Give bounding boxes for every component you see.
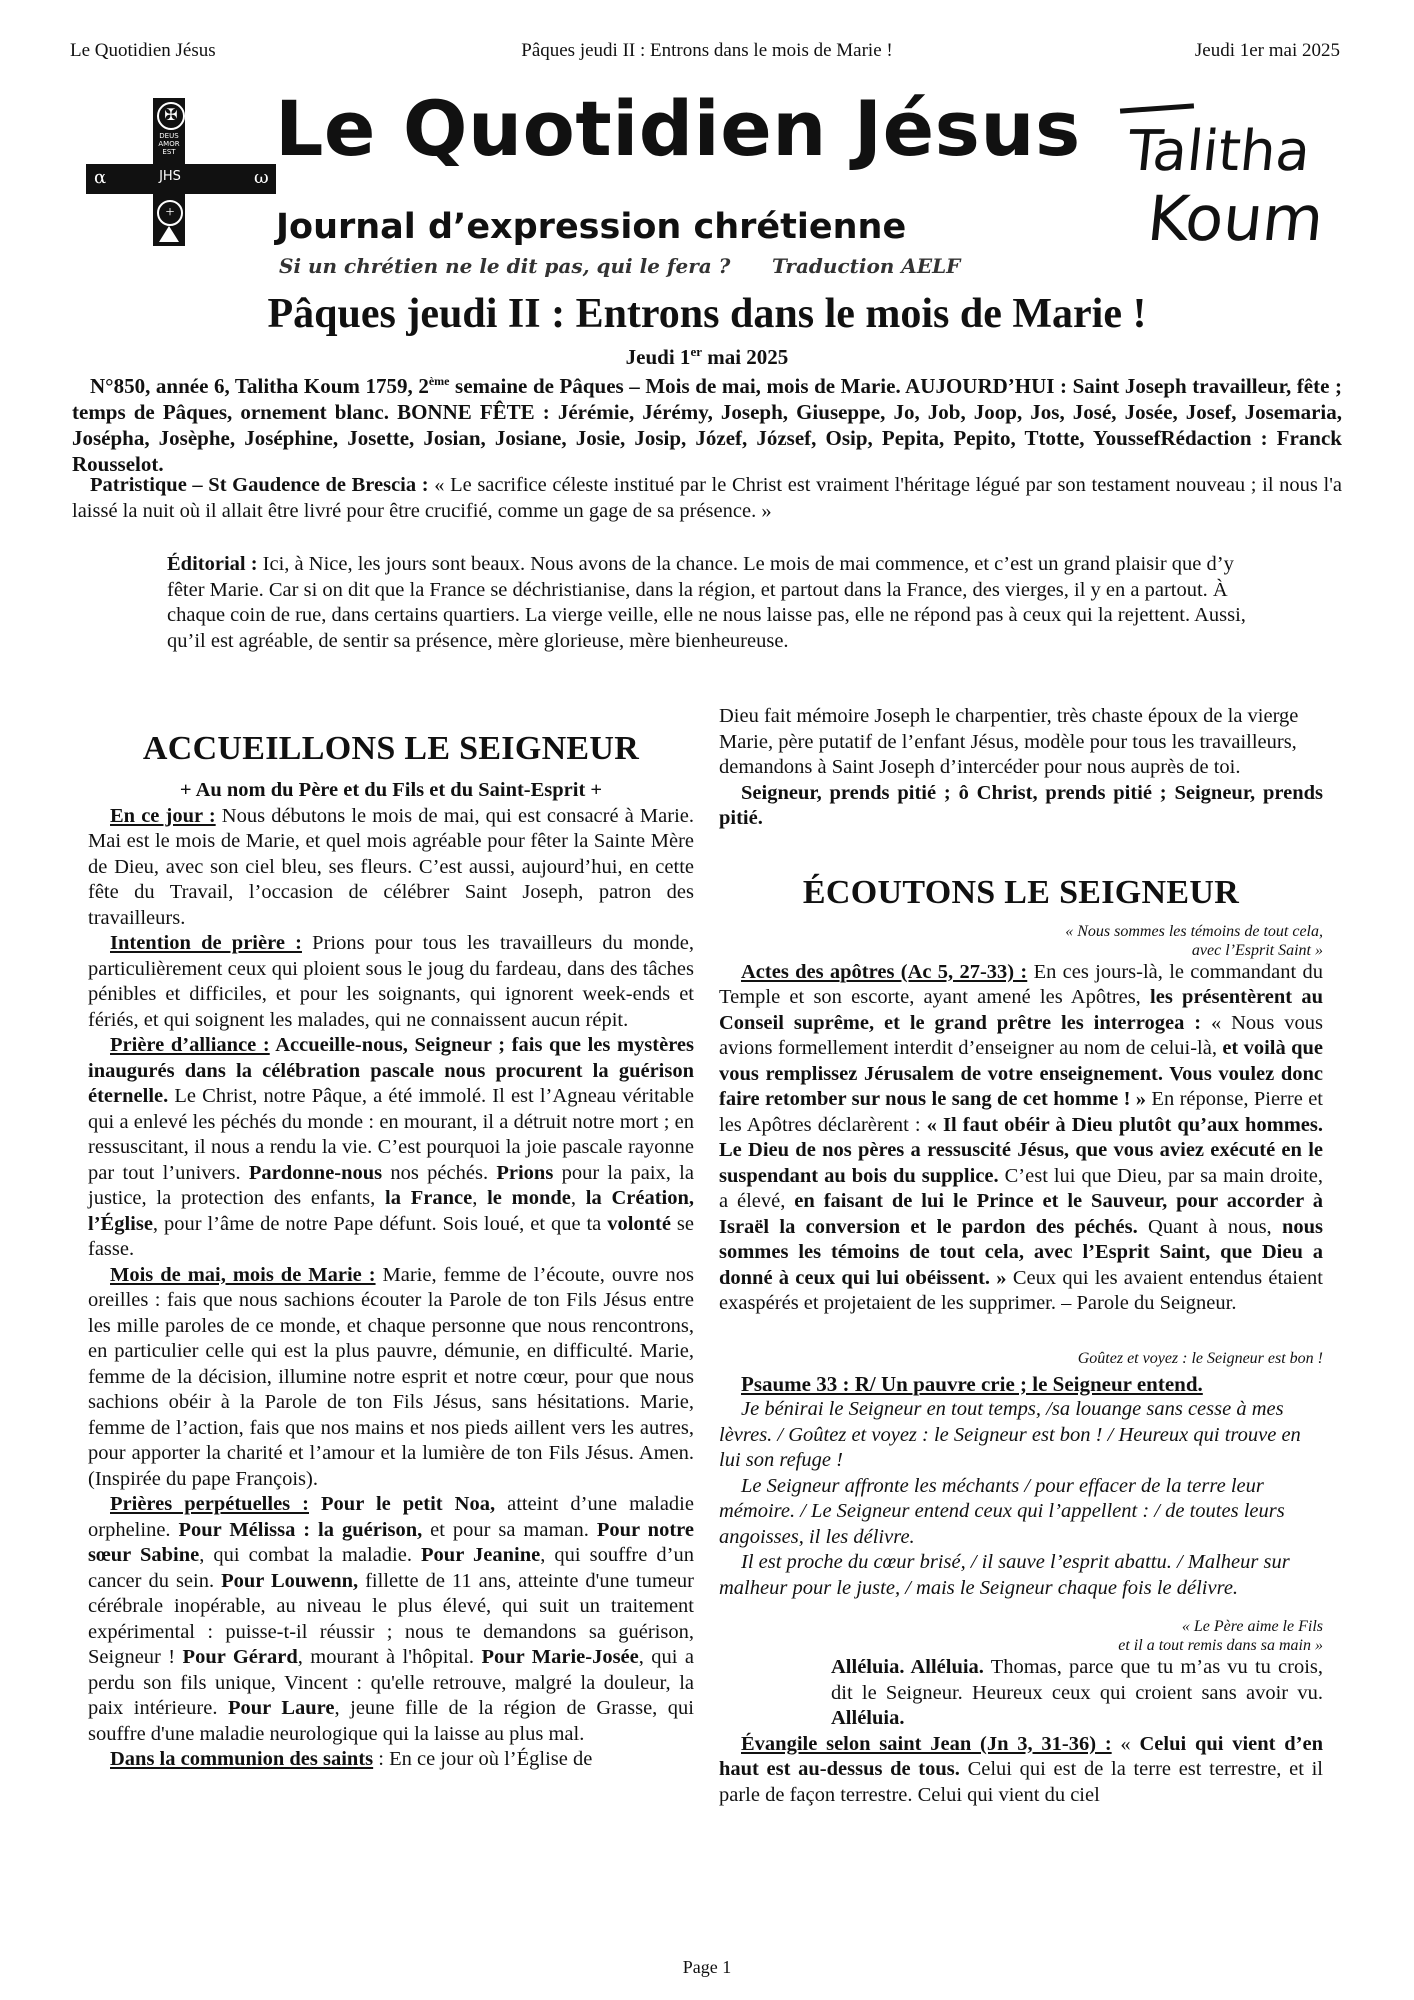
- cross-omega: ω: [254, 167, 269, 188]
- communion-continued: Dieu fait mémoire Joseph le charpentier, très chaste époux de la vierge Marie, père putatif de l’enfant Jésus, modèle pour tous les travailleurs, demandons à Saint Joseph d’intercéder pour nous auprès de toi.: [719, 705, 1299, 778]
- issue-info: N°850, année 6, Talitha Koum 1759, 2ème semaine de Pâques – Mois de mai, mois de Marie. AUJOURD’HUI : Saint Joseph travailleur, fête ; temps de Pâques, ornement blanc. BONNE FÊTE : Jérémie, Jérémy, Joseph, Giuseppe, Jo, Job, Joop, Jos, José, Josée, Josef, Josemaria, Josépha, Josèphe, Joséphine, Josette, Josian, Josiane, Josie, Josip, Józef, József, Osip, Pepita, Pepito, Ttotte, YoussefRédaction : Franck Rousselot.: [72, 374, 1342, 476]
- psaume-verse-3: Il est proche du cœur brisé, / il sauve l’esprit abattu. / Malheur sur malheur pour le juste, / mais le Seigneur chaque fois le délivre.: [719, 1551, 1290, 1599]
- mois-de-marie: Mois de mai, mois de Marie : Marie, femme de l’écoute, ouvre nos oreilles : fais que nous sachions écouter la Parole de ton Fils Jésus entre les mille paroles de ce monde, et chaque personne que nous rencontrons, en particulier celle qui est la plus pauvre, démunie, en difficulté. Marie, femme de la décision, illumine notre esprit et notre cœur, pour que nous sachions obéir à la Parole de ton Fils Jésus, sans hésitations. Marie, femme de l’action, fais que nos mains et nos pieds aillent vers les autres, pour apporter la charité et l’amour et la lumière de ton Fils Jésus. Amen. (Inspirée du pape François).: [88, 1263, 694, 1490]
- evangile: Évangile selon saint Jean (Jn 3, 31-36) : « Celui qui vient d’en haut est au-dessus de tous. Celui qui est de la terre est terrestre, et il parle de façon terrestre. Celui qui vient du ciel: [719, 1732, 1323, 1806]
- plus-circle-icon: +: [157, 200, 183, 226]
- chalice-icon: [159, 226, 179, 242]
- cross-emblem-icon: ✠: [157, 102, 185, 130]
- intention-de-priere: Intention de prière : Prions pour tous les travailleurs du monde, particulièrement ceux qui ploient sous le joug du fardeau, dans des tâches pénibles et difficiles, et pour les soignants, qui ignorent week-ends et fériés, et qui soignent les malades, qui ne connaissent aucun répit.: [88, 932, 694, 1031]
- right-column: [719, 704, 1323, 1808]
- communion-des-saints: Dans la communion des saints : En ce jour où l’Église de: [110, 1748, 593, 1770]
- epigraph-psaume: Goûtez et voyez : le Seigneur est bon !: [1077, 1349, 1323, 1367]
- masthead-title: Le Quotidien Jésus: [275, 84, 1081, 173]
- headline: Pâques jeudi II : Entrons dans le mois de Marie !: [267, 291, 1147, 337]
- cross-motto: DEUS AMOR EST: [158, 132, 180, 156]
- running-header-left: Le Quotidien Jésus: [70, 40, 216, 61]
- masthead-translation: Traduction AELF: [772, 254, 961, 278]
- patristique: Patristique – St Gaudence de Brescia : « Le sacrifice céleste institué par le Christ est vraiment l'héritage légué par son testament nouveau ; il nous l'a laissé la nuit où il allait être livré pour être crucifié, comme un gage de sa présence. »: [72, 474, 1342, 522]
- dateline: Jeudi 1er mai 2025: [625, 344, 789, 369]
- cross-alpha: α: [94, 167, 107, 188]
- masthead-tagline: Si un chrétien ne le dit pas, qui le fera ?: [279, 254, 731, 278]
- epigraph-evangile: « Le Père aime le Fils et il a tout remis dans sa main »: [1118, 1618, 1323, 1654]
- page-number: Page 1: [682, 1957, 732, 1977]
- running-header-right: Jeudi 1er mai 2025: [1194, 40, 1340, 61]
- psaume-heading: Psaume 33 : R/ Un pauvre crie ; le Seigneur entend.: [741, 1371, 1203, 1396]
- masthead-subtitle: Journal d’expression chrétienne: [276, 207, 907, 247]
- priere-alliance: Prière d’alliance : Accueille-nous, Seigneur ; fais que les mystères inaugurés dans la célébration pascale nous procurent la guérison éternelle. Le Christ, notre Pâque, a été immolé. Il est l’Agneau véritable qui a enlevé les péchés du monde : en mourant, il a détruit notre mort ; en ressuscitant, il nous a rendu la vie. C’est pourquoi la joie pascale rayonne par tout l’univers. Pardonne-nous nos péchés. Prions pour la paix, la justice, la protection des enfants, la France, le monde, la Création, l’Église, pour l’âme de notre Pape défunt. Sois loué, et que ta volonté se fasse.: [88, 1034, 695, 1260]
- talitha-koum-logo: [1118, 100, 1364, 266]
- brand-line1: Talitha: [1124, 119, 1314, 184]
- psaume-verse-1: Je bénirai le Seigneur en tout temps, /sa louange sans cesse à mes lèvres. / Goûtez et voyez : le Seigneur est bon ! / Heureux qui trouve en lui son refuge !: [719, 1398, 1301, 1471]
- brand-line2: Koum: [1144, 182, 1328, 255]
- epigraph-actes: « Nous sommes les témoins de tout cela, avec l’Esprit Saint »: [1065, 922, 1323, 959]
- editorial: Éditorial : Ici, à Nice, les jours sont beaux. Nous avons de la chance. Le mois de mai commence, et c’est un grand plaisir que d’y fêter Marie. Car si on dit que la France se déchristianise, dans la région, et partout dans la France, des vierges, il y en a partout. À chaque coin de rue, dans certains quartiers. La vierge veille, elle ne nous laisse pas, elle ne répond pas à ceux qui la rejettent. Aussi, qu’il est agréable, de sentir sa présence, mère glorieuse, mère bienheureuse.: [167, 553, 1246, 652]
- kyrie: Seigneur, prends pitié ; ô Christ, prends pitié ; Seigneur, prends pitié.: [719, 781, 1323, 829]
- actes-des-apotres: Actes des apôtres (Ac 5, 27-33) : En ces jours-là, le commandant du Temple et son escorte, ayant amené les Apôtres, les présentèrent au Conseil suprême, et le grand prêtre les interrogea : « Nous vous avions formellement interdit d’enseigner au nom de celui-là, et voilà que vous remplissez Jérusalem de votre enseignement. Vous voulez donc faire retomber sur nous le sang de cet homme ! » En réponse, Pierre et les Apôtres déclarèrent : « Il faut obéir à Dieu plutôt qu’aux hommes. Le Dieu de nos pères a ressuscité Jésus, que vous aviez exécuté en le suspendant au bois du supplice. C’est lui que Dieu, par sa main droite, a élevé, en faisant de lui le Prince et le Sauveur, pour accorder à Israël la conversion et le pardon des péchés. Quant à nous, nous sommes les témoins de tout cela, avec l’Esprit Saint, que Dieu a donné à ceux qui lui obéissent. » Ceux qui les avaient entendus étaient exaspérés et projetaient de les supprimer. – Parole du Seigneur.: [719, 960, 1324, 1314]
- section-title-ecoutons: ÉCOUTONS LE SEIGNEUR: [802, 873, 1240, 911]
- running-header-center: Pâques jeudi II : Entrons dans le mois de Marie !: [521, 40, 893, 61]
- psaume-verse-2: Le Seigneur affronte les méchants / pour effacer de la terre leur mémoire. / Le Seigneur entend ceux qui l’appellent : / de toutes leurs angoisses, il les délivre.: [719, 1474, 1285, 1548]
- prieres-perpetuelles: Prières perpétuelles : Pour le petit Noa, atteint d’une maladie orpheline. Pour Mélissa : la guérison, et pour sa maman. Pour notre sœur Sabine, qui combat la maladie. Pour Jeanine, qui souffre d’un cancer du sein. Pour Louwenn, fillette de 11 ans, atteinte d'une tumeur cérébrale inopérable, au niveau le plus élevé, qui suit un traitement expérimental : puisse-t-il réussir ; nous te demandons sa guérison, Seigneur ! Pour Gérard, mourant à l'hôpital. Pour Marie-Josée, qui a perdu son fils unique, Vincent : qu'elle retrouve, malgré la douleur, la paix intérieure. Pour Laure, jeune fille de la région de Grasse, qui souffre d'une maladie neurologique qui la laisse au plus mal.: [88, 1493, 695, 1745]
- alleluia: Alléluia. Alléluia. Thomas, parce que tu m’as vu tu crois, dit le Seigneur. Heureux ceux qui croient sans avoir vu. Alléluia.: [831, 1656, 1323, 1729]
- cross-ihs: JHS: [159, 169, 181, 184]
- invocation: + Au nom du Père et du Fils et du Saint-Esprit +: [179, 779, 603, 801]
- left-column: [88, 730, 694, 1773]
- section-title-accueillons: ACCUEILLONS LE SEIGNEUR: [142, 730, 640, 767]
- en-ce-jour: En ce jour : Nous débutons le mois de mai, qui est consacré à Marie. Mai est le mois de Marie, et quel mois agréable pour fêter la Sainte Mère de Dieu, avec son ciel bleu, ses fleurs. C’est aussi, aujourd’hui, en cette fête du Travail, l’occasion de célébrer Saint Joseph, patron des travailleurs.: [88, 804, 694, 929]
- cross-logo: [86, 98, 276, 246]
